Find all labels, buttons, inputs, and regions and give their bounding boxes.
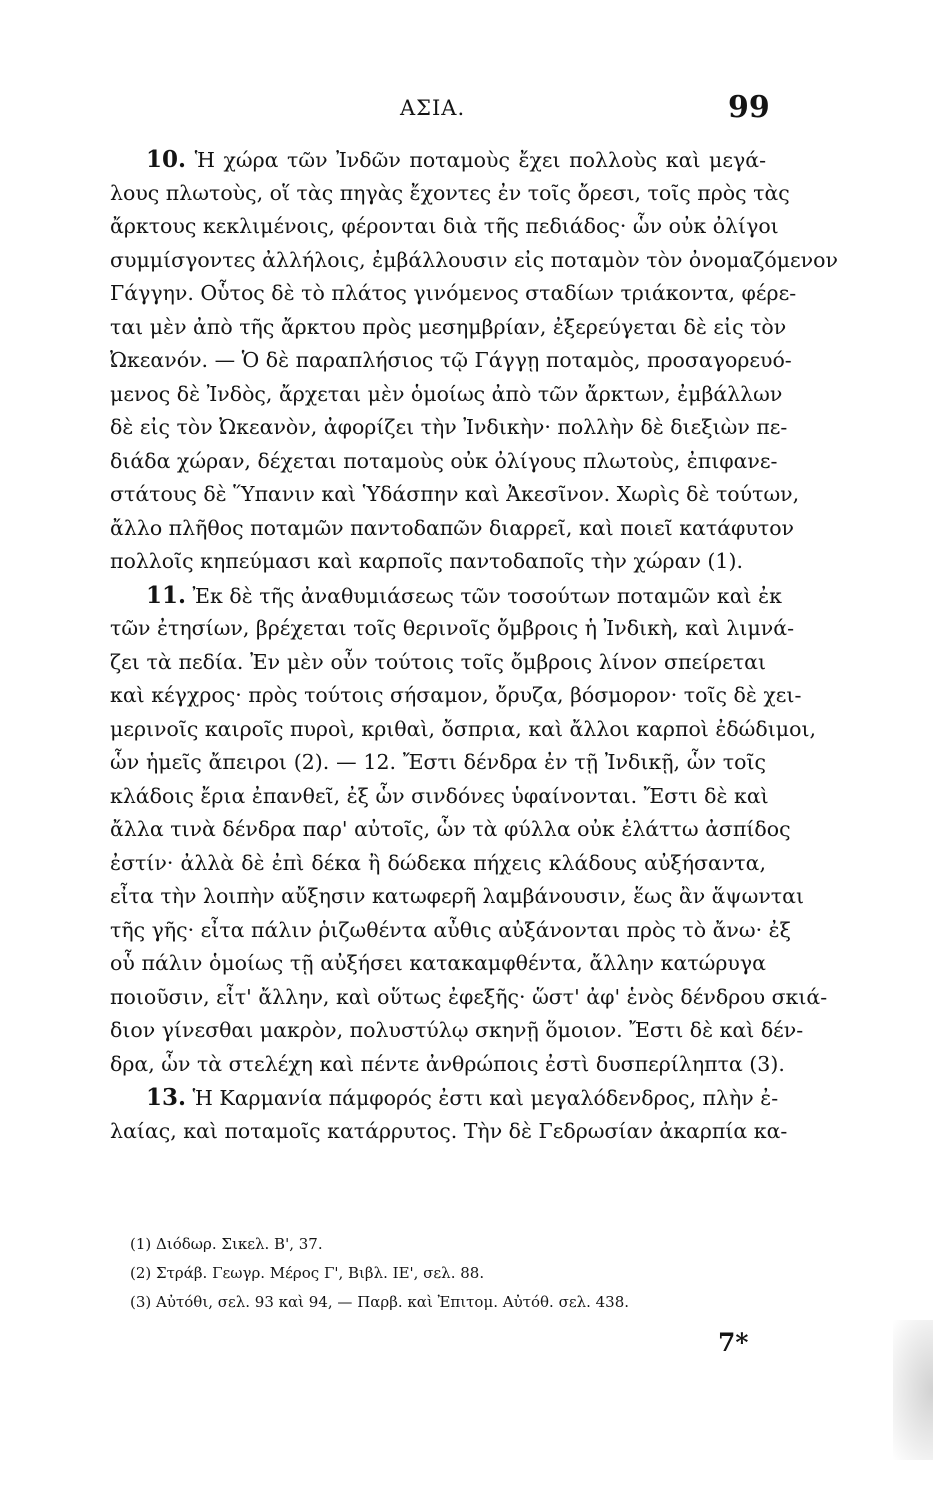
text-line <box>110 813 791 847</box>
line-text: ποιοῦσιν, εἶτ' ἄλλην, καὶ οὕτως ἐφεξῆς· ὥστ' ἀφ' ἑνὸς δένδρου σκιά- <box>110 984 828 1009</box>
line-text: καὶ κέγχρος· πρὸς τούτοις σήσαμον, ὄρυζα, βόσμορον· τοῖς δὲ χει- <box>110 683 802 707</box>
text-line <box>110 411 788 445</box>
text-line <box>110 947 766 981</box>
text-line <box>110 612 795 646</box>
footnotes <box>130 1230 750 1317</box>
section-number: 10. <box>146 146 187 173</box>
text-line <box>110 646 766 680</box>
line-text: λους πλωτοὺς, οἵ τὰς πηγὰς ἔχοντες ἐν τοῖς ὄρεσι, τοῖς πρὸς τὰς <box>110 180 790 205</box>
line-text: Ἡ χώρα τῶν Ἰνδῶν ποταμοὺς ἔχει πολλοὺς καὶ μεγά- <box>186 148 766 172</box>
text-line <box>110 177 790 211</box>
line-text: ζει τὰ πεδία. Ἐν μὲν οὖν τούτοις τοῖς ὄμβροις λίνον σπείρεται <box>110 649 766 674</box>
text-line <box>110 311 787 345</box>
line-text: ἄρκτους κεκλιμένοις, φέρονται διὰ τῆς πεδιάδος· ὧν οὐκ ὀλίγοι <box>110 214 779 238</box>
page-edge-shadow <box>893 1320 933 1460</box>
text-line <box>110 847 766 881</box>
line-text: εἶτα τὴν λοιπὴν αὔξησιν κατωφερῆ λαμβάνουσιν, ἕως ἂν ἅψωνται <box>110 884 804 908</box>
line-text: μερινοῖς καιροῖς πυροὶ, κριθαὶ, ὄσπρια, καὶ ἄλλοι καρποὶ ἐδώδιμοι, <box>110 716 816 741</box>
section-number: 11. <box>146 581 187 609</box>
line-text: Γάγγην. Οὗτος δὲ τὸ πλάτος γινόμενος σταδίων τριάκοντα, φέρε- <box>110 281 797 305</box>
section-number: 13. <box>146 1084 187 1111</box>
line-text: λαίας, καὶ ποταμοῖς κατάρρυτος. Τὴν δὲ Γεδρωσίαν ἀκαρπία κα- <box>110 1118 788 1143</box>
line-text: ἐστίν· ἀλλὰ δὲ ἐπὶ δέκα ἢ δώδεκα πήχεις κλάδους αὐξήσαντα, <box>110 850 766 875</box>
line-text: συμμίσγοντες ἀλλήλοις, ἐμβάλλουσιν εἰς ποταμὸν τὸν ὀνομαζόμενον <box>110 247 838 272</box>
line-text: τῆς γῆς· εἶτα πάλιν ῥιζωθέντα αὖθις αὐξάνονται πρὸς τὸ ἄνω· ἐξ <box>110 917 791 942</box>
line-text: τῶν ἐτησίων, βρέχεται τοῖς θερινοῖς ὄμβροις ἡ Ἰνδικὴ, καὶ λιμνά- <box>110 616 795 640</box>
line-text: πολλοῖς κηπεύμασι καὶ καρποῖς παντοδαποῖς τὴν χώραν (1). <box>110 549 743 573</box>
text-line <box>110 1115 788 1149</box>
line-text: Ὠκεανόν. — Ὁ δὲ παραπλήσιος τῷ Γάγγῃ ποταμὸς, προσαγορευό- <box>110 348 792 372</box>
line-text: οὗ πάλιν ὁμοίως τῇ αὐξήσει κατακαμφθέντα, ἄλλην κατώρυγα <box>110 951 766 975</box>
text-line <box>110 1014 804 1048</box>
text-line <box>110 746 766 780</box>
text-line <box>110 277 797 311</box>
line-text: κλάδοις ἔρια ἐπανθεῖ, ἐξ ὧν σινδόνες ὑφαίνονται. Ἔστι δὲ καὶ <box>110 783 769 808</box>
running-head: ΑΣΙΑ. <box>400 96 466 120</box>
text-line <box>110 713 816 747</box>
text-line <box>110 914 791 948</box>
footnote: (2) Στράβ. Γεωγρ. Μέρος Γ', Βιβλ. ΙΕ', σελ. 88. <box>130 1264 485 1282</box>
line-text: δρα, ὧν τὰ στελέχη καὶ πέντε ἀνθρώποις ἐστὶ δυσπερίληπτα (3). <box>110 1051 785 1076</box>
text-line <box>110 210 779 244</box>
line-text: μενος δὲ Ἰνδὸς, ἄρχεται μὲν ὁμοίως ἀπὸ τῶν ἄρκτων, ἐμβάλλων <box>110 381 783 406</box>
page-number: 99 <box>728 90 770 125</box>
line-text: διάδα χώραν, δέχεται ποταμοὺς οὐκ ὀλίγους πλωτοὺς, ἐπιφανε- <box>110 448 778 473</box>
line-text: ἄλλο πλῆθος ποταμῶν παντοδαπῶν διαρρεῖ, καὶ ποιεῖ κατάφυτον <box>110 515 795 540</box>
footnote: (3) Αὐτόθι, σελ. 93 καὶ 94, — Παρβ. καὶ Ἐπιτομ. Αὐτόθ. σελ. 438. <box>130 1293 630 1311</box>
line-text: διον γίνεσθαι μακρὸν, πολυστύλῳ σκηνῇ ὅμοιον. Ἔστι δὲ καὶ δέν- <box>110 1018 804 1042</box>
text-line <box>110 981 828 1015</box>
text-line <box>110 143 766 177</box>
text-line <box>110 445 778 479</box>
line-text: ται μὲν ἀπὸ τῆς ἄρκτου πρὸς μεσημβρίαν, ἐξερεύγεται δὲ εἰς τὸν <box>110 314 787 339</box>
signature-mark: 7* <box>718 1328 749 1357</box>
text-line <box>110 1081 779 1115</box>
text-line <box>110 244 838 278</box>
line-text: Ἐκ δὲ τῆς ἀναθυμιάσεως τῶν τοσούτων ποταμῶν καὶ ἐκ <box>186 583 782 608</box>
line-text: δὲ εἰς τὸν Ὠκεανὸν, ἀφορίζει τὴν Ἰνδικὴν· πολλὴν δὲ διεξιὼν πε- <box>110 415 788 439</box>
line-text: ὧν ἡμεῖς ἄπειροι (2). — 12. Ἔστι δένδρα ἐν τῇ Ἰνδικῇ, ὧν τοῖς <box>110 750 766 774</box>
line-text: στάτους δὲ Ὕπανιν καὶ Ὑδάσπην καὶ Ἀκεσῖνον. Χωρὶς δὲ τούτων, <box>110 482 800 506</box>
text-line <box>110 344 792 378</box>
line-text: Ἡ Καρμανία πάμφορός ἐστι καὶ μεγαλόδενδρος, πλὴν ἐ- <box>186 1086 779 1110</box>
text-line <box>110 679 802 713</box>
text-line <box>110 545 766 579</box>
footnote: (1) Διόδωρ. Σικελ. Β', 37. <box>130 1235 323 1253</box>
text-line <box>110 880 804 914</box>
text-line <box>110 1048 785 1082</box>
text-line <box>110 478 800 512</box>
main-text <box>110 143 838 1148</box>
text-line <box>110 378 783 412</box>
text-line <box>110 579 782 613</box>
text-line <box>110 512 795 546</box>
line-text: ἄλλα τινὰ δένδρα παρ' αὐτοῖς, ὧν τὰ φύλλα οὐκ ἐλάττω ἀσπίδος <box>110 817 791 841</box>
text-line <box>110 780 769 814</box>
